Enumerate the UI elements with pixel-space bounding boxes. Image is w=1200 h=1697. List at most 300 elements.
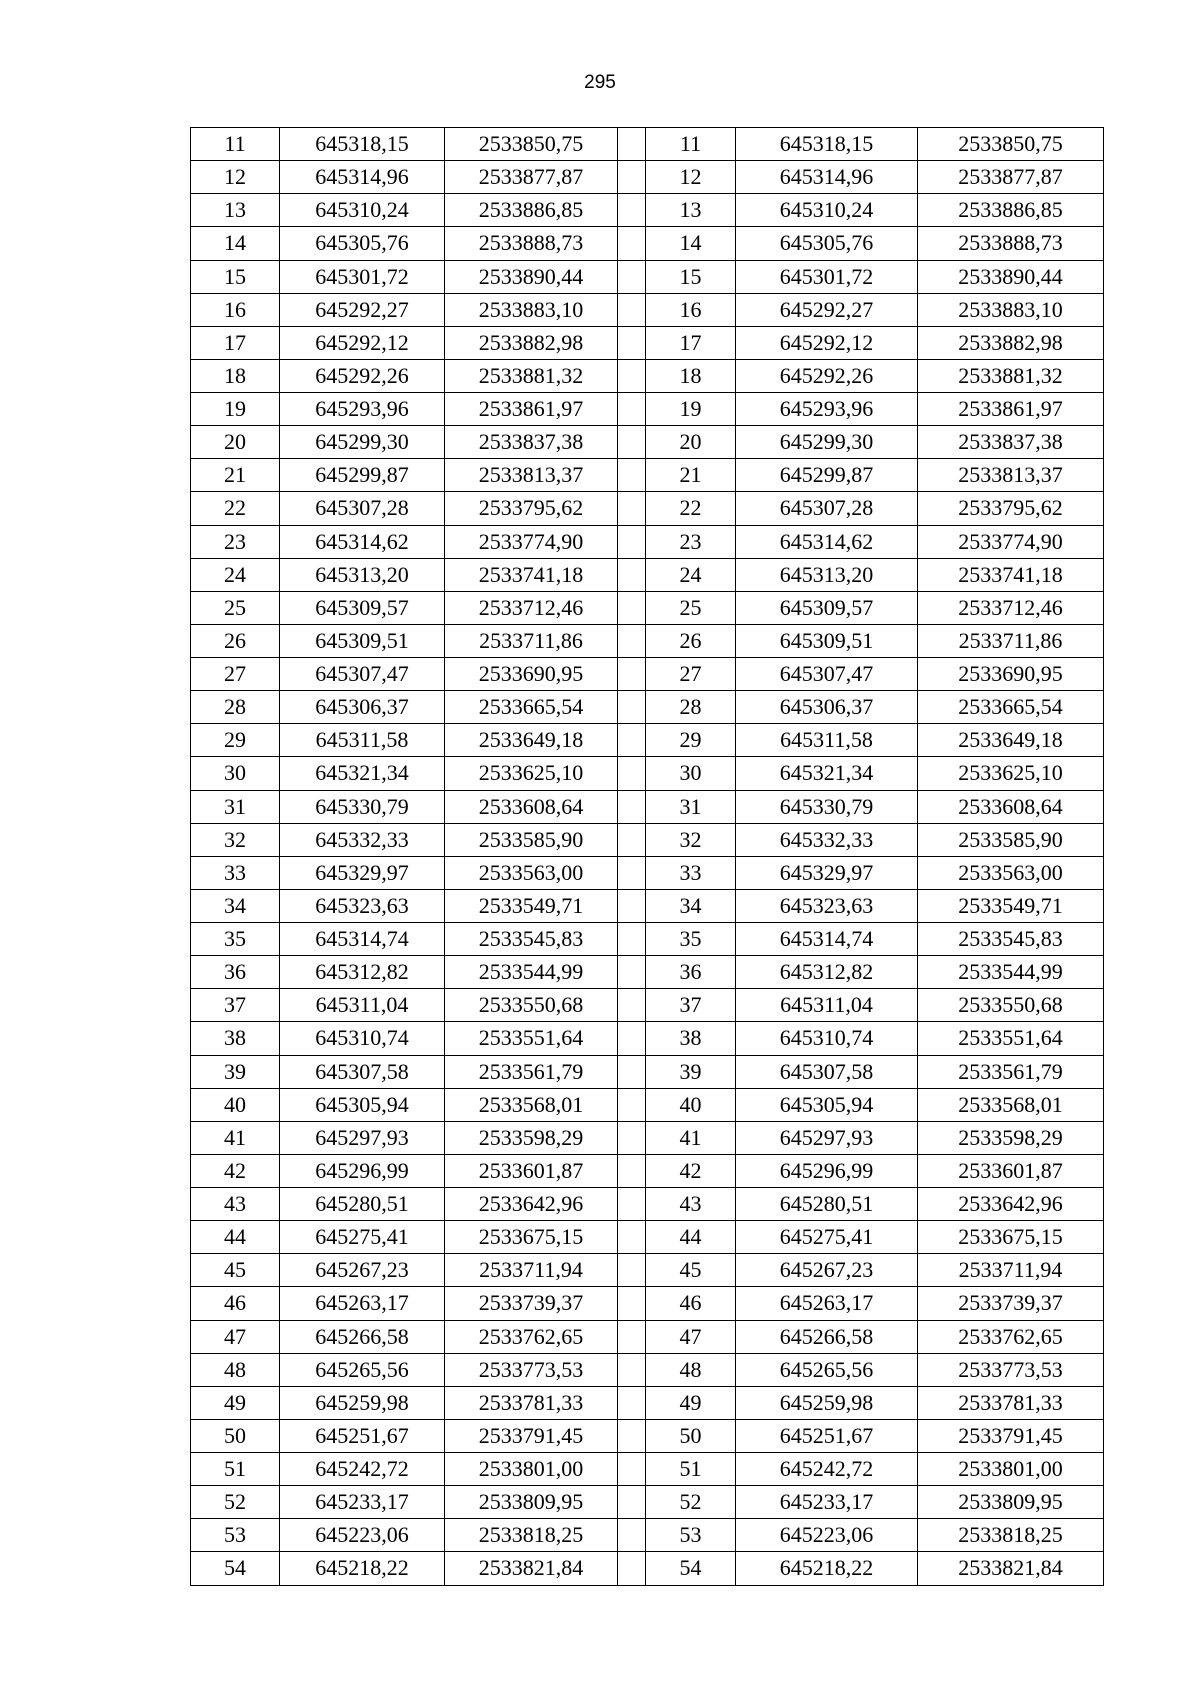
right-y-coordinate-cell: 2533711,86 xyxy=(918,624,1104,657)
right-x-coordinate-cell: 645292,27 xyxy=(736,293,918,326)
table-row xyxy=(191,227,1104,260)
table-row xyxy=(191,525,1104,558)
table-row xyxy=(191,558,1104,591)
right-x-coordinate-cell: 645218,22 xyxy=(736,1552,918,1585)
spacer-cell xyxy=(618,823,646,856)
left-point-number-cell: 52 xyxy=(191,1486,280,1519)
right-point-number-cell: 19 xyxy=(646,393,736,426)
left-y-coordinate-cell: 2533598,29 xyxy=(445,1121,618,1154)
right-y-coordinate-cell: 2533762,65 xyxy=(918,1320,1104,1353)
right-point-number-cell: 41 xyxy=(646,1121,736,1154)
spacer-cell xyxy=(618,128,646,161)
right-point-number-cell: 21 xyxy=(646,459,736,492)
left-x-coordinate-cell: 645218,22 xyxy=(280,1552,445,1585)
right-x-coordinate-cell: 645306,37 xyxy=(736,691,918,724)
left-point-number-cell: 54 xyxy=(191,1552,280,1585)
left-y-coordinate-cell: 2533690,95 xyxy=(445,658,618,691)
spacer-cell xyxy=(618,393,646,426)
right-x-coordinate-cell: 645297,93 xyxy=(736,1121,918,1154)
left-point-number-cell: 35 xyxy=(191,923,280,956)
left-x-coordinate-cell: 645292,12 xyxy=(280,326,445,359)
left-x-coordinate-cell: 645307,47 xyxy=(280,658,445,691)
left-y-coordinate-cell: 2533551,64 xyxy=(445,1022,618,1055)
left-x-coordinate-cell: 645296,99 xyxy=(280,1154,445,1187)
right-y-coordinate-cell: 2533585,90 xyxy=(918,823,1104,856)
right-y-coordinate-cell: 2533675,15 xyxy=(918,1221,1104,1254)
right-point-number-cell: 39 xyxy=(646,1055,736,1088)
table-row xyxy=(191,923,1104,956)
right-x-coordinate-cell: 645321,34 xyxy=(736,757,918,790)
spacer-cell xyxy=(618,989,646,1022)
table-row xyxy=(191,790,1104,823)
right-point-number-cell: 26 xyxy=(646,624,736,657)
table-row xyxy=(191,1386,1104,1419)
right-y-coordinate-cell: 2533739,37 xyxy=(918,1287,1104,1320)
right-y-coordinate-cell: 2533890,44 xyxy=(918,260,1104,293)
right-point-number-cell: 23 xyxy=(646,525,736,558)
right-point-number-cell: 33 xyxy=(646,856,736,889)
left-point-number-cell: 45 xyxy=(191,1254,280,1287)
right-point-number-cell: 13 xyxy=(646,194,736,227)
left-y-coordinate-cell: 2533781,33 xyxy=(445,1386,618,1419)
right-x-coordinate-cell: 645275,41 xyxy=(736,1221,918,1254)
spacer-cell xyxy=(618,1453,646,1486)
right-x-coordinate-cell: 645292,12 xyxy=(736,326,918,359)
right-y-coordinate-cell: 2533877,87 xyxy=(918,161,1104,194)
table-row xyxy=(191,658,1104,691)
left-point-number-cell: 41 xyxy=(191,1121,280,1154)
right-y-coordinate-cell: 2533665,54 xyxy=(918,691,1104,724)
left-y-coordinate-cell: 2533837,38 xyxy=(445,426,618,459)
right-y-coordinate-cell: 2533711,94 xyxy=(918,1254,1104,1287)
left-y-coordinate-cell: 2533741,18 xyxy=(445,558,618,591)
right-y-coordinate-cell: 2533642,96 xyxy=(918,1188,1104,1221)
table-row xyxy=(191,1221,1104,1254)
right-y-coordinate-cell: 2533741,18 xyxy=(918,558,1104,591)
right-y-coordinate-cell: 2533774,90 xyxy=(918,525,1104,558)
table-row xyxy=(191,492,1104,525)
right-y-coordinate-cell: 2533549,71 xyxy=(918,889,1104,922)
spacer-cell xyxy=(618,426,646,459)
left-x-coordinate-cell: 645306,37 xyxy=(280,691,445,724)
left-point-number-cell: 18 xyxy=(191,359,280,392)
spacer-cell xyxy=(618,724,646,757)
left-x-coordinate-cell: 645263,17 xyxy=(280,1287,445,1320)
table-row xyxy=(191,1453,1104,1486)
left-point-number-cell: 16 xyxy=(191,293,280,326)
spacer-cell xyxy=(618,1088,646,1121)
right-x-coordinate-cell: 645265,56 xyxy=(736,1353,918,1386)
table-row xyxy=(191,1022,1104,1055)
left-y-coordinate-cell: 2533762,65 xyxy=(445,1320,618,1353)
left-x-coordinate-cell: 645223,06 xyxy=(280,1519,445,1552)
right-point-number-cell: 47 xyxy=(646,1320,736,1353)
table-row xyxy=(191,1419,1104,1452)
right-point-number-cell: 20 xyxy=(646,426,736,459)
right-y-coordinate-cell: 2533809,95 xyxy=(918,1486,1104,1519)
left-x-coordinate-cell: 645259,98 xyxy=(280,1386,445,1419)
right-point-number-cell: 31 xyxy=(646,790,736,823)
table-row xyxy=(191,989,1104,1022)
left-point-number-cell: 24 xyxy=(191,558,280,591)
left-x-coordinate-cell: 645242,72 xyxy=(280,1453,445,1486)
left-point-number-cell: 42 xyxy=(191,1154,280,1187)
right-x-coordinate-cell: 645293,96 xyxy=(736,393,918,426)
right-x-coordinate-cell: 645223,06 xyxy=(736,1519,918,1552)
right-point-number-cell: 15 xyxy=(646,260,736,293)
table-row xyxy=(191,691,1104,724)
left-x-coordinate-cell: 645311,04 xyxy=(280,989,445,1022)
right-point-number-cell: 27 xyxy=(646,658,736,691)
table-row xyxy=(191,757,1104,790)
left-y-coordinate-cell: 2533711,94 xyxy=(445,1254,618,1287)
left-point-number-cell: 47 xyxy=(191,1320,280,1353)
left-x-coordinate-cell: 645292,26 xyxy=(280,359,445,392)
right-point-number-cell: 36 xyxy=(646,956,736,989)
left-point-number-cell: 43 xyxy=(191,1188,280,1221)
left-y-coordinate-cell: 2533801,00 xyxy=(445,1453,618,1486)
spacer-cell xyxy=(618,359,646,392)
spacer-cell xyxy=(618,856,646,889)
right-x-coordinate-cell: 645233,17 xyxy=(736,1486,918,1519)
left-point-number-cell: 46 xyxy=(191,1287,280,1320)
left-y-coordinate-cell: 2533883,10 xyxy=(445,293,618,326)
left-y-coordinate-cell: 2533739,37 xyxy=(445,1287,618,1320)
left-point-number-cell: 11 xyxy=(191,128,280,161)
left-y-coordinate-cell: 2533549,71 xyxy=(445,889,618,922)
table-row xyxy=(191,1088,1104,1121)
right-x-coordinate-cell: 645314,62 xyxy=(736,525,918,558)
right-point-number-cell: 16 xyxy=(646,293,736,326)
spacer-cell xyxy=(618,492,646,525)
left-y-coordinate-cell: 2533886,85 xyxy=(445,194,618,227)
right-x-coordinate-cell: 645263,17 xyxy=(736,1287,918,1320)
left-y-coordinate-cell: 2533585,90 xyxy=(445,823,618,856)
right-x-coordinate-cell: 645242,72 xyxy=(736,1453,918,1486)
right-y-coordinate-cell: 2533690,95 xyxy=(918,658,1104,691)
table-row xyxy=(191,459,1104,492)
table-row xyxy=(191,1188,1104,1221)
left-x-coordinate-cell: 645297,93 xyxy=(280,1121,445,1154)
right-point-number-cell: 54 xyxy=(646,1552,736,1585)
right-x-coordinate-cell: 645251,67 xyxy=(736,1419,918,1452)
right-point-number-cell: 22 xyxy=(646,492,736,525)
left-y-coordinate-cell: 2533642,96 xyxy=(445,1188,618,1221)
left-x-coordinate-cell: 645265,56 xyxy=(280,1353,445,1386)
left-x-coordinate-cell: 645332,33 xyxy=(280,823,445,856)
spacer-cell xyxy=(618,1320,646,1353)
left-point-number-cell: 37 xyxy=(191,989,280,1022)
right-x-coordinate-cell: 645329,97 xyxy=(736,856,918,889)
spacer-cell xyxy=(618,1519,646,1552)
right-y-coordinate-cell: 2533888,73 xyxy=(918,227,1104,260)
spacer-cell xyxy=(618,558,646,591)
right-y-coordinate-cell: 2533791,45 xyxy=(918,1419,1104,1452)
right-point-number-cell: 35 xyxy=(646,923,736,956)
left-y-coordinate-cell: 2533568,01 xyxy=(445,1088,618,1121)
right-x-coordinate-cell: 645332,33 xyxy=(736,823,918,856)
spacer-cell xyxy=(618,293,646,326)
spacer-cell xyxy=(618,757,646,790)
right-point-number-cell: 17 xyxy=(646,326,736,359)
table-row xyxy=(191,161,1104,194)
spacer-cell xyxy=(618,326,646,359)
left-y-coordinate-cell: 2533877,87 xyxy=(445,161,618,194)
right-point-number-cell: 53 xyxy=(646,1519,736,1552)
right-x-coordinate-cell: 645310,24 xyxy=(736,194,918,227)
table-row xyxy=(191,359,1104,392)
left-point-number-cell: 53 xyxy=(191,1519,280,1552)
right-point-number-cell: 37 xyxy=(646,989,736,1022)
left-y-coordinate-cell: 2533544,99 xyxy=(445,956,618,989)
left-y-coordinate-cell: 2533821,84 xyxy=(445,1552,618,1585)
left-x-coordinate-cell: 645299,30 xyxy=(280,426,445,459)
left-point-number-cell: 39 xyxy=(191,1055,280,1088)
left-point-number-cell: 34 xyxy=(191,889,280,922)
table-row xyxy=(191,1486,1104,1519)
left-point-number-cell: 38 xyxy=(191,1022,280,1055)
spacer-cell xyxy=(618,1022,646,1055)
left-point-number-cell: 22 xyxy=(191,492,280,525)
left-point-number-cell: 20 xyxy=(191,426,280,459)
right-y-coordinate-cell: 2533882,98 xyxy=(918,326,1104,359)
right-point-number-cell: 29 xyxy=(646,724,736,757)
coordinates-table xyxy=(190,127,1104,1586)
left-y-coordinate-cell: 2533882,98 xyxy=(445,326,618,359)
right-y-coordinate-cell: 2533563,00 xyxy=(918,856,1104,889)
left-y-coordinate-cell: 2533712,46 xyxy=(445,591,618,624)
right-y-coordinate-cell: 2533801,00 xyxy=(918,1453,1104,1486)
spacer-cell xyxy=(618,1552,646,1585)
right-point-number-cell: 43 xyxy=(646,1188,736,1221)
left-x-coordinate-cell: 645275,41 xyxy=(280,1221,445,1254)
left-x-coordinate-cell: 645309,57 xyxy=(280,591,445,624)
right-x-coordinate-cell: 645301,72 xyxy=(736,260,918,293)
right-y-coordinate-cell: 2533837,38 xyxy=(918,426,1104,459)
left-y-coordinate-cell: 2533888,73 xyxy=(445,227,618,260)
right-y-coordinate-cell: 2533545,83 xyxy=(918,923,1104,956)
left-x-coordinate-cell: 645251,67 xyxy=(280,1419,445,1452)
table-row xyxy=(191,1055,1104,1088)
spacer-cell xyxy=(618,691,646,724)
left-x-coordinate-cell: 645314,62 xyxy=(280,525,445,558)
spacer-cell xyxy=(618,790,646,823)
right-point-number-cell: 32 xyxy=(646,823,736,856)
table-row xyxy=(191,326,1104,359)
table-row xyxy=(191,889,1104,922)
right-x-coordinate-cell: 645307,58 xyxy=(736,1055,918,1088)
right-point-number-cell: 18 xyxy=(646,359,736,392)
right-x-coordinate-cell: 645307,47 xyxy=(736,658,918,691)
right-x-coordinate-cell: 645318,15 xyxy=(736,128,918,161)
right-x-coordinate-cell: 645307,28 xyxy=(736,492,918,525)
right-point-number-cell: 48 xyxy=(646,1353,736,1386)
left-y-coordinate-cell: 2533881,32 xyxy=(445,359,618,392)
spacer-cell xyxy=(618,923,646,956)
spacer-cell xyxy=(618,227,646,260)
right-y-coordinate-cell: 2533601,87 xyxy=(918,1154,1104,1187)
right-x-coordinate-cell: 645313,20 xyxy=(736,558,918,591)
table-row xyxy=(191,1353,1104,1386)
right-y-coordinate-cell: 2533813,37 xyxy=(918,459,1104,492)
right-x-coordinate-cell: 645299,30 xyxy=(736,426,918,459)
table-row xyxy=(191,1287,1104,1320)
left-point-number-cell: 32 xyxy=(191,823,280,856)
left-y-coordinate-cell: 2533675,15 xyxy=(445,1221,618,1254)
left-y-coordinate-cell: 2533850,75 xyxy=(445,128,618,161)
left-y-coordinate-cell: 2533625,10 xyxy=(445,757,618,790)
table-row xyxy=(191,128,1104,161)
left-x-coordinate-cell: 645293,96 xyxy=(280,393,445,426)
right-x-coordinate-cell: 645259,98 xyxy=(736,1386,918,1419)
right-x-coordinate-cell: 645309,57 xyxy=(736,591,918,624)
right-y-coordinate-cell: 2533795,62 xyxy=(918,492,1104,525)
left-x-coordinate-cell: 645307,58 xyxy=(280,1055,445,1088)
left-point-number-cell: 28 xyxy=(191,691,280,724)
right-x-coordinate-cell: 645266,58 xyxy=(736,1320,918,1353)
left-point-number-cell: 50 xyxy=(191,1419,280,1452)
left-x-coordinate-cell: 645314,96 xyxy=(280,161,445,194)
right-point-number-cell: 38 xyxy=(646,1022,736,1055)
right-y-coordinate-cell: 2533850,75 xyxy=(918,128,1104,161)
right-x-coordinate-cell: 645299,87 xyxy=(736,459,918,492)
left-point-number-cell: 25 xyxy=(191,591,280,624)
right-x-coordinate-cell: 645312,82 xyxy=(736,956,918,989)
table-row xyxy=(191,856,1104,889)
left-point-number-cell: 17 xyxy=(191,326,280,359)
left-y-coordinate-cell: 2533795,62 xyxy=(445,492,618,525)
right-y-coordinate-cell: 2533818,25 xyxy=(918,1519,1104,1552)
right-y-coordinate-cell: 2533773,53 xyxy=(918,1353,1104,1386)
left-point-number-cell: 21 xyxy=(191,459,280,492)
right-x-coordinate-cell: 645310,74 xyxy=(736,1022,918,1055)
page-number: 295 xyxy=(584,72,616,93)
right-point-number-cell: 49 xyxy=(646,1386,736,1419)
left-y-coordinate-cell: 2533545,83 xyxy=(445,923,618,956)
left-point-number-cell: 23 xyxy=(191,525,280,558)
table-row xyxy=(191,823,1104,856)
right-x-coordinate-cell: 645292,26 xyxy=(736,359,918,392)
right-y-coordinate-cell: 2533608,64 xyxy=(918,790,1104,823)
right-x-coordinate-cell: 645305,94 xyxy=(736,1088,918,1121)
left-y-coordinate-cell: 2533563,00 xyxy=(445,856,618,889)
left-x-coordinate-cell: 645330,79 xyxy=(280,790,445,823)
table-row xyxy=(191,194,1104,227)
spacer-cell xyxy=(618,459,646,492)
right-point-number-cell: 24 xyxy=(646,558,736,591)
right-x-coordinate-cell: 645305,76 xyxy=(736,227,918,260)
spacer-cell xyxy=(618,260,646,293)
right-x-coordinate-cell: 645296,99 xyxy=(736,1154,918,1187)
table-row xyxy=(191,1552,1104,1585)
table-row xyxy=(191,393,1104,426)
left-point-number-cell: 15 xyxy=(191,260,280,293)
left-y-coordinate-cell: 2533649,18 xyxy=(445,724,618,757)
spacer-cell xyxy=(618,1386,646,1419)
right-x-coordinate-cell: 645323,63 xyxy=(736,889,918,922)
left-x-coordinate-cell: 645305,76 xyxy=(280,227,445,260)
right-y-coordinate-cell: 2533881,32 xyxy=(918,359,1104,392)
left-x-coordinate-cell: 645310,74 xyxy=(280,1022,445,1055)
left-x-coordinate-cell: 645313,20 xyxy=(280,558,445,591)
left-y-coordinate-cell: 2533550,68 xyxy=(445,989,618,1022)
right-point-number-cell: 46 xyxy=(646,1287,736,1320)
right-point-number-cell: 30 xyxy=(646,757,736,790)
right-x-coordinate-cell: 645267,23 xyxy=(736,1254,918,1287)
left-x-coordinate-cell: 645267,23 xyxy=(280,1254,445,1287)
left-x-coordinate-cell: 645266,58 xyxy=(280,1320,445,1353)
right-y-coordinate-cell: 2533561,79 xyxy=(918,1055,1104,1088)
table-row xyxy=(191,1154,1104,1187)
right-point-number-cell: 52 xyxy=(646,1486,736,1519)
left-x-coordinate-cell: 645329,97 xyxy=(280,856,445,889)
left-point-number-cell: 13 xyxy=(191,194,280,227)
left-x-coordinate-cell: 645301,72 xyxy=(280,260,445,293)
right-y-coordinate-cell: 2533821,84 xyxy=(918,1552,1104,1585)
spacer-cell xyxy=(618,591,646,624)
left-point-number-cell: 27 xyxy=(191,658,280,691)
table-row xyxy=(191,956,1104,989)
left-y-coordinate-cell: 2533809,95 xyxy=(445,1486,618,1519)
left-y-coordinate-cell: 2533711,86 xyxy=(445,624,618,657)
left-x-coordinate-cell: 645321,34 xyxy=(280,757,445,790)
spacer-cell xyxy=(618,1353,646,1386)
left-point-number-cell: 40 xyxy=(191,1088,280,1121)
left-y-coordinate-cell: 2533665,54 xyxy=(445,691,618,724)
left-y-coordinate-cell: 2533818,25 xyxy=(445,1519,618,1552)
left-point-number-cell: 36 xyxy=(191,956,280,989)
coordinates-table-body xyxy=(191,128,1104,1586)
spacer-cell xyxy=(618,1486,646,1519)
table-row xyxy=(191,624,1104,657)
left-x-coordinate-cell: 645292,27 xyxy=(280,293,445,326)
spacer-cell xyxy=(618,889,646,922)
right-point-number-cell: 11 xyxy=(646,128,736,161)
left-x-coordinate-cell: 645323,63 xyxy=(280,889,445,922)
spacer-cell xyxy=(618,658,646,691)
left-point-number-cell: 33 xyxy=(191,856,280,889)
left-point-number-cell: 14 xyxy=(191,227,280,260)
spacer-cell xyxy=(618,624,646,657)
left-point-number-cell: 19 xyxy=(191,393,280,426)
right-x-coordinate-cell: 645311,58 xyxy=(736,724,918,757)
left-y-coordinate-cell: 2533861,97 xyxy=(445,393,618,426)
left-x-coordinate-cell: 645311,58 xyxy=(280,724,445,757)
table-row xyxy=(191,724,1104,757)
right-point-number-cell: 34 xyxy=(646,889,736,922)
right-x-coordinate-cell: 645311,04 xyxy=(736,989,918,1022)
left-x-coordinate-cell: 645314,74 xyxy=(280,923,445,956)
right-y-coordinate-cell: 2533712,46 xyxy=(918,591,1104,624)
right-point-number-cell: 28 xyxy=(646,691,736,724)
spacer-cell xyxy=(618,1221,646,1254)
right-point-number-cell: 45 xyxy=(646,1254,736,1287)
left-x-coordinate-cell: 645305,94 xyxy=(280,1088,445,1121)
spacer-cell xyxy=(618,1055,646,1088)
spacer-cell xyxy=(618,1287,646,1320)
left-x-coordinate-cell: 645233,17 xyxy=(280,1486,445,1519)
left-point-number-cell: 31 xyxy=(191,790,280,823)
table-row xyxy=(191,1254,1104,1287)
table-row xyxy=(191,1121,1104,1154)
right-x-coordinate-cell: 645280,51 xyxy=(736,1188,918,1221)
right-point-number-cell: 42 xyxy=(646,1154,736,1187)
right-y-coordinate-cell: 2533568,01 xyxy=(918,1088,1104,1121)
right-y-coordinate-cell: 2533649,18 xyxy=(918,724,1104,757)
right-y-coordinate-cell: 2533550,68 xyxy=(918,989,1104,1022)
left-x-coordinate-cell: 645310,24 xyxy=(280,194,445,227)
right-y-coordinate-cell: 2533781,33 xyxy=(918,1386,1104,1419)
